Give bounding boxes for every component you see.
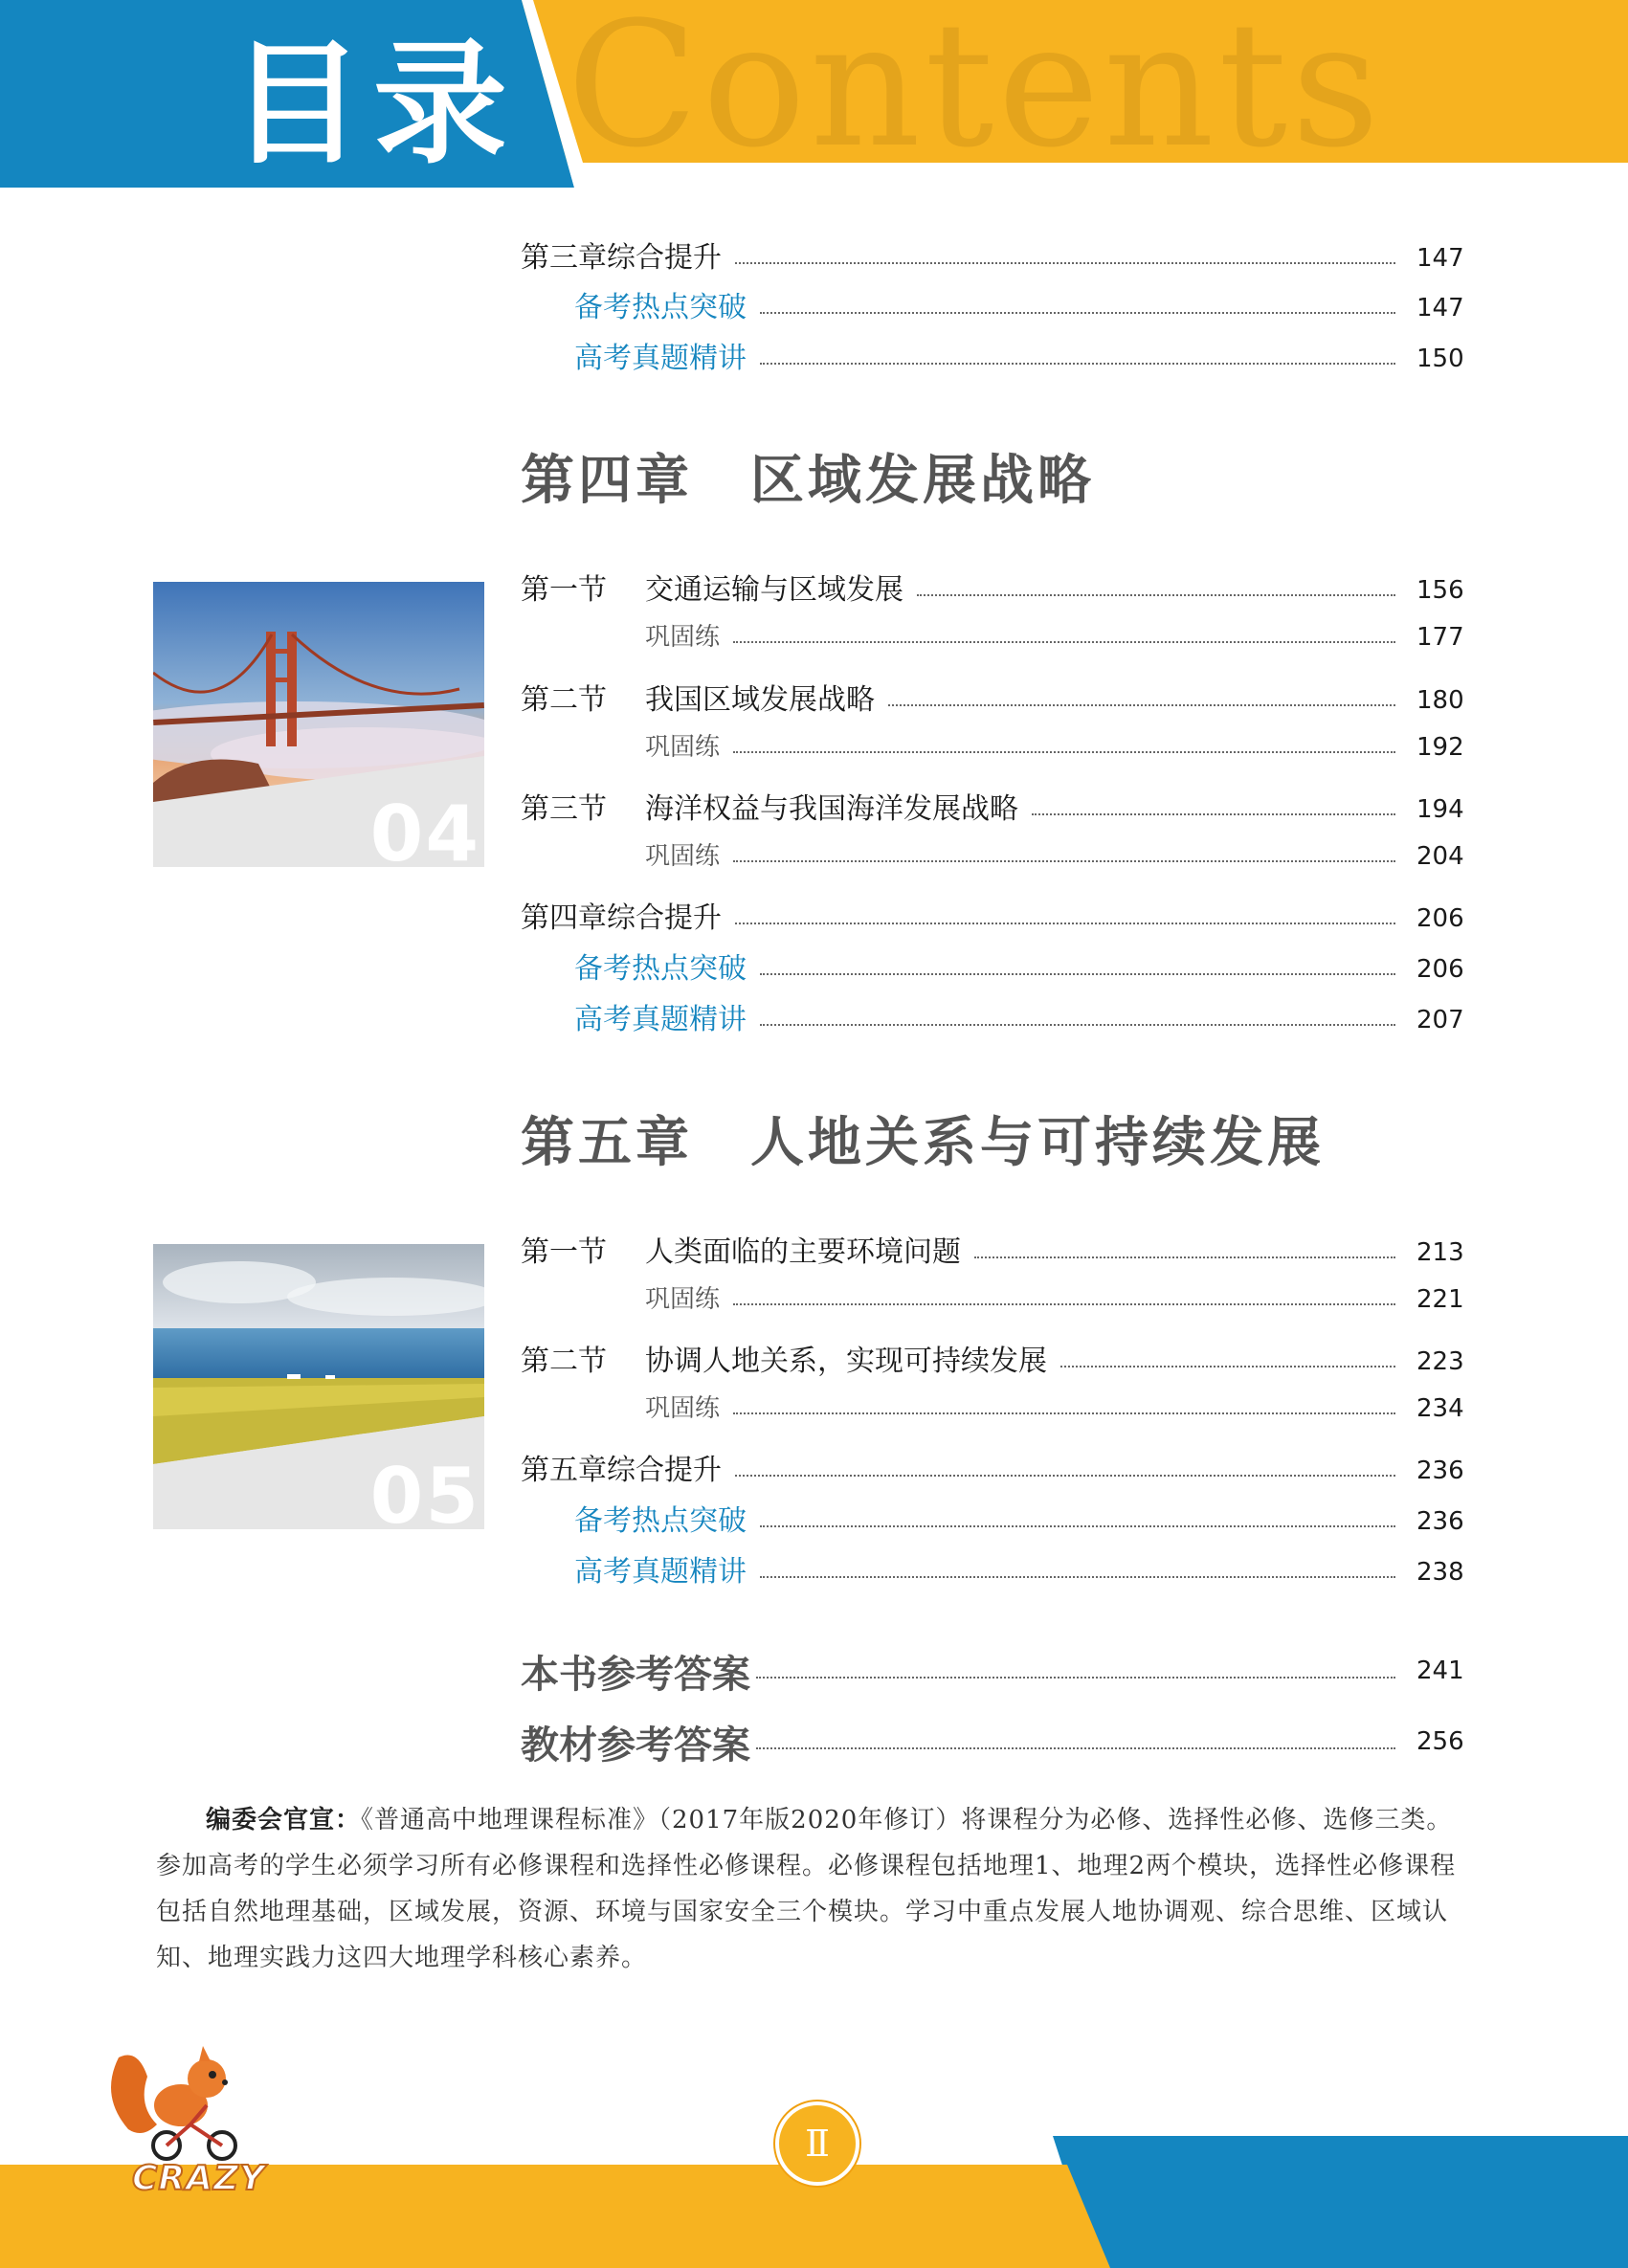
toc-entry-ch5-review[interactable]: 第五章综合提升 236 [521,1454,1464,1487]
chapter-4-heading: 第四章 区域发展战略 [521,449,1095,512]
toc-entry-ch4-sec1[interactable]: 第一节 交通运输与区域发展 156 [521,573,1464,607]
toc-entry-ch3-review[interactable]: 第三章综合提升 147 [521,241,1464,275]
editorial-note [156,1797,1477,1981]
toc-entry-ch3-exam[interactable]: 高考真题精讲 150 [574,342,1464,375]
chapter-4-number: 04 [369,789,480,867]
contents-watermark: Contents [567,0,1384,186]
toc-entry-ch3-hotspot[interactable]: 备考热点突破 147 [574,291,1464,324]
chapter-4-image [153,582,484,867]
toc-entry-ch4-review[interactable]: 第四章综合提升 206 [521,901,1464,935]
toc-entry-ch4-sec2[interactable]: 第二节 我国区域发展战略 180 [521,683,1464,717]
toc-entry-ch5-sec2[interactable]: 第二节 协调人地关系，实现可持续发展 223 [521,1345,1464,1378]
toc-entry-ch5-exam[interactable]: 高考真题精讲 238 [574,1555,1464,1589]
editorial-note-lead: 编委会官宣： [206,1806,362,1834]
toc-entry-ch5-sec2-exercise[interactable]: 巩固练 234 [645,1394,1464,1423]
page-title: 目录 [230,27,518,183]
toc-entry-book-answers[interactable]: 本书参考答案 241 [521,1651,1464,1697]
toc-entry-ch4-sec3-exercise[interactable]: 巩固练 204 [645,842,1464,871]
toc-entry-ch4-sec1-exercise[interactable]: 巩固练 177 [645,623,1464,652]
toc-entry-ch5-sec1[interactable]: 第一节 人类面临的主要环境问题 213 [521,1235,1464,1269]
toc-entry-ch4-hotspot[interactable]: 备考热点突破 206 [574,952,1464,986]
toc-entry-ch5-hotspot[interactable]: 备考热点突破 236 [574,1504,1464,1538]
toc-entry-ch4-exam[interactable]: 高考真题精讲 207 [574,1003,1464,1036]
chapter-5-image [153,1244,484,1529]
toc-entry-ch4-sec2-exercise[interactable]: 巩固练 192 [645,733,1464,762]
brand-logo-text: CRAZY [132,2159,266,2198]
chapter-5-number: 05 [369,1452,480,1529]
squirrel-mascot-icon [100,2038,262,2163]
toc-entry-textbook-answers[interactable]: 教材参考答案 256 [521,1722,1464,1768]
toc-entry-ch5-sec1-exercise[interactable]: 巩固练 221 [645,1285,1464,1314]
page-number-badge: Ⅱ [775,2101,859,2186]
toc-entry-ch4-sec3[interactable]: 第三节 海洋权益与我国海洋发展战略 194 [521,792,1464,826]
footer-band-blue [1053,2136,1628,2268]
editorial-note-text: 《普通高中地理课程标准》（2017年版2020年修订）将课程分为必修、选择性必修、选修三类。参加高考的学生必须学习所有必修课程和选择性必修课程。必修课程包括地理1、地理2两个模块，选择性必修课程包括自然地理基础，区域发展，资源、环境与国家安全三个模块。学习中重点发展人地协调观、综合思维、区域认知、地理实践力这四大地理学科核心素养。 [156,1806,1457,1972]
chapter-5-heading: 第五章 人地关系与可持续发展 [521,1111,1325,1174]
